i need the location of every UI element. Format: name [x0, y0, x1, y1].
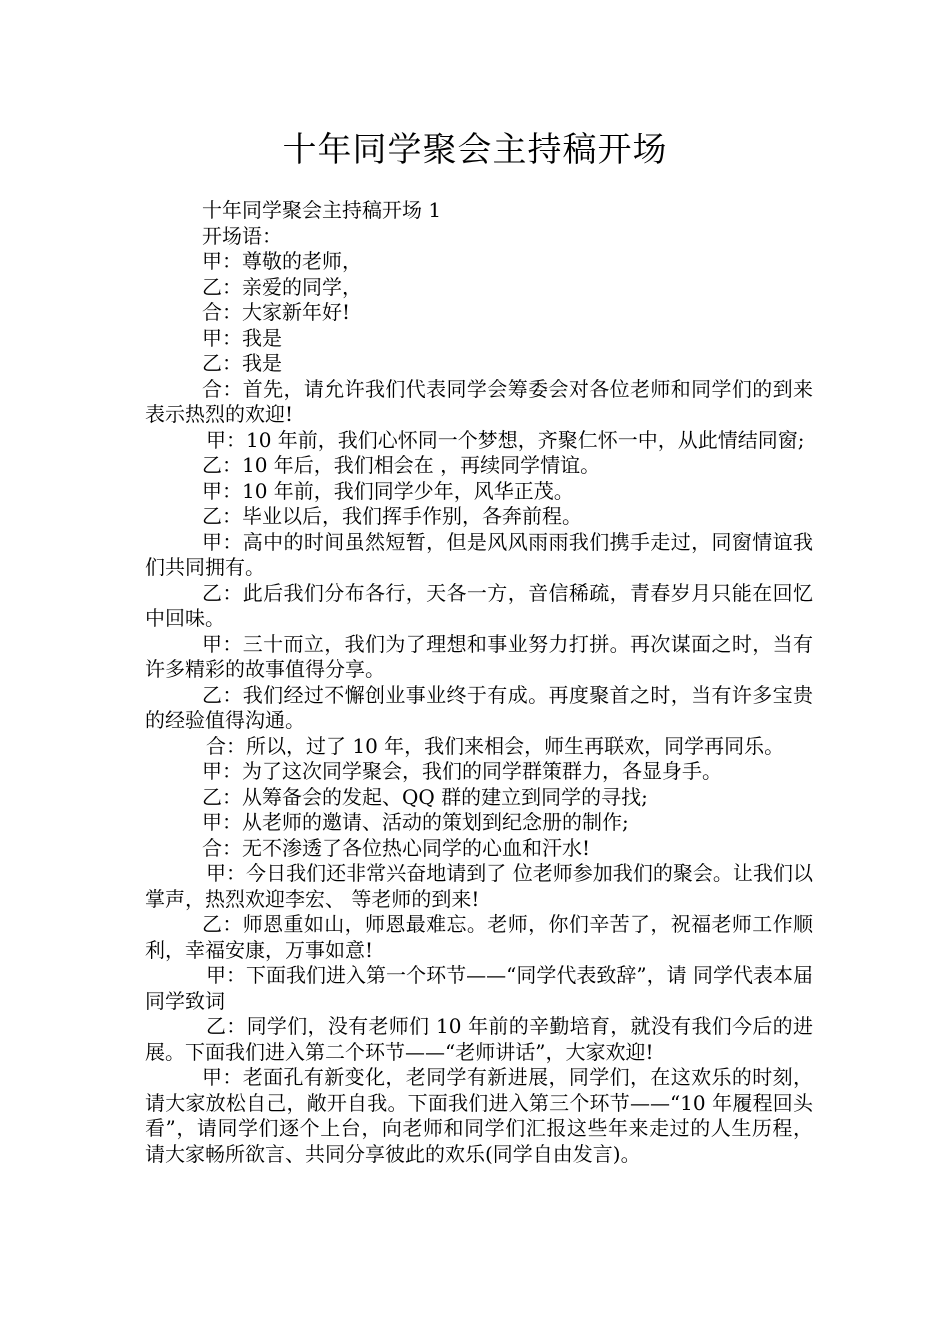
paragraph: 甲：下面我们进入第一个环节——“同学代表致辞”，请 同学代表本届同学致词	[145, 963, 813, 1013]
paragraph: 乙：师恩重如山，师恩最难忘。老师，你们辛苦了，祝福老师工作顺利，幸福安康，万事如意!	[145, 912, 813, 962]
paragraph: 合：无不渗透了各位热心同学的心血和汗水!	[202, 835, 591, 860]
paragraph: 乙：亲爱的同学，	[202, 274, 362, 299]
paragraph: 乙：我是	[202, 351, 282, 375]
paragraph: 甲：今日我们还非常兴奋地请到了 位老师参加我们的聚会。让我们以掌声，热烈欢迎李宏、 等老师的到来!	[145, 861, 813, 911]
paragraph: 合：首先，请允许我们代表同学会筹委会对各位老师和同学们的到来表示热烈的欢迎!	[145, 376, 813, 426]
paragraph: 甲：从老师的邀请、活动的策划到纪念册的制作;	[202, 810, 629, 834]
paragraph: 甲：10 年前，我们同学少年，风华正茂。	[202, 478, 574, 503]
document-body	[145, 198, 813, 1167]
paragraph: 乙：从筹备会的发起、QQ 群的建立到同学的寻找;	[202, 784, 648, 809]
paragraph: 乙：此后我们分布各行，天各一方，音信稀疏，青春岁月只能在回忆中回味。	[145, 580, 813, 630]
paragraph: 乙：同学们，没有老师们 10 年前的辛勤培育，就没有我们今后的进展。下面我们进入第二个环节——“老师讲话”，大家欢迎!	[145, 1014, 813, 1064]
paragraph: 甲：三十而立，我们为了理想和事业努力打拼。再次谋面之时，当有许多精彩的故事值得分享。	[145, 631, 813, 681]
paragraph: 甲：尊敬的老师，	[202, 249, 362, 273]
paragraph: 合：所以，过了 10 年，我们来相会，师生再联欢，同学再同乐。	[206, 733, 785, 758]
paragraph: 甲：高中的时间虽然短暂，但是风风雨雨我们携手走过，同窗情谊我们共同拥有。	[145, 529, 813, 579]
paragraph: 甲：10 年前，我们心怀同一个梦想，齐聚仁怀一中，从此情结同窗;	[206, 427, 805, 452]
paragraph: 甲：我是	[202, 325, 282, 350]
paragraph: 甲：为了这次同学聚会，我们的同学群策群力，各显身手。	[202, 759, 722, 783]
paragraph: 乙：我们经过不懈创业事业终于有成。再度聚首之时，当有许多宝贵的经验值得沟通。	[145, 682, 813, 732]
document-title: 十年同学聚会主持稿开场	[282, 130, 668, 170]
paragraph: 乙：10 年后，我们相会在 ，再续同学情谊。	[202, 453, 601, 477]
paragraph: 开场语：	[202, 223, 282, 248]
paragraph: 乙：毕业以后，我们挥手作别，各奔前程。	[202, 504, 582, 528]
paragraph: 合：大家新年好!	[202, 300, 351, 324]
paragraph: 十年同学聚会主持稿开场 1	[202, 198, 442, 222]
paragraph: 甲：老面孔有新变化，老同学有新进展，同学们，在这欢乐的时刻，请大家放松自己，敞开自我。下面我们进入第三个环节——“10 年履程回头看”，请同学们逐个上台，向老师和同学们汇报这些年来走过的人生历程，请大家畅所欲言、共同分享彼此的欢乐(同学自由发言)。	[145, 1065, 813, 1166]
